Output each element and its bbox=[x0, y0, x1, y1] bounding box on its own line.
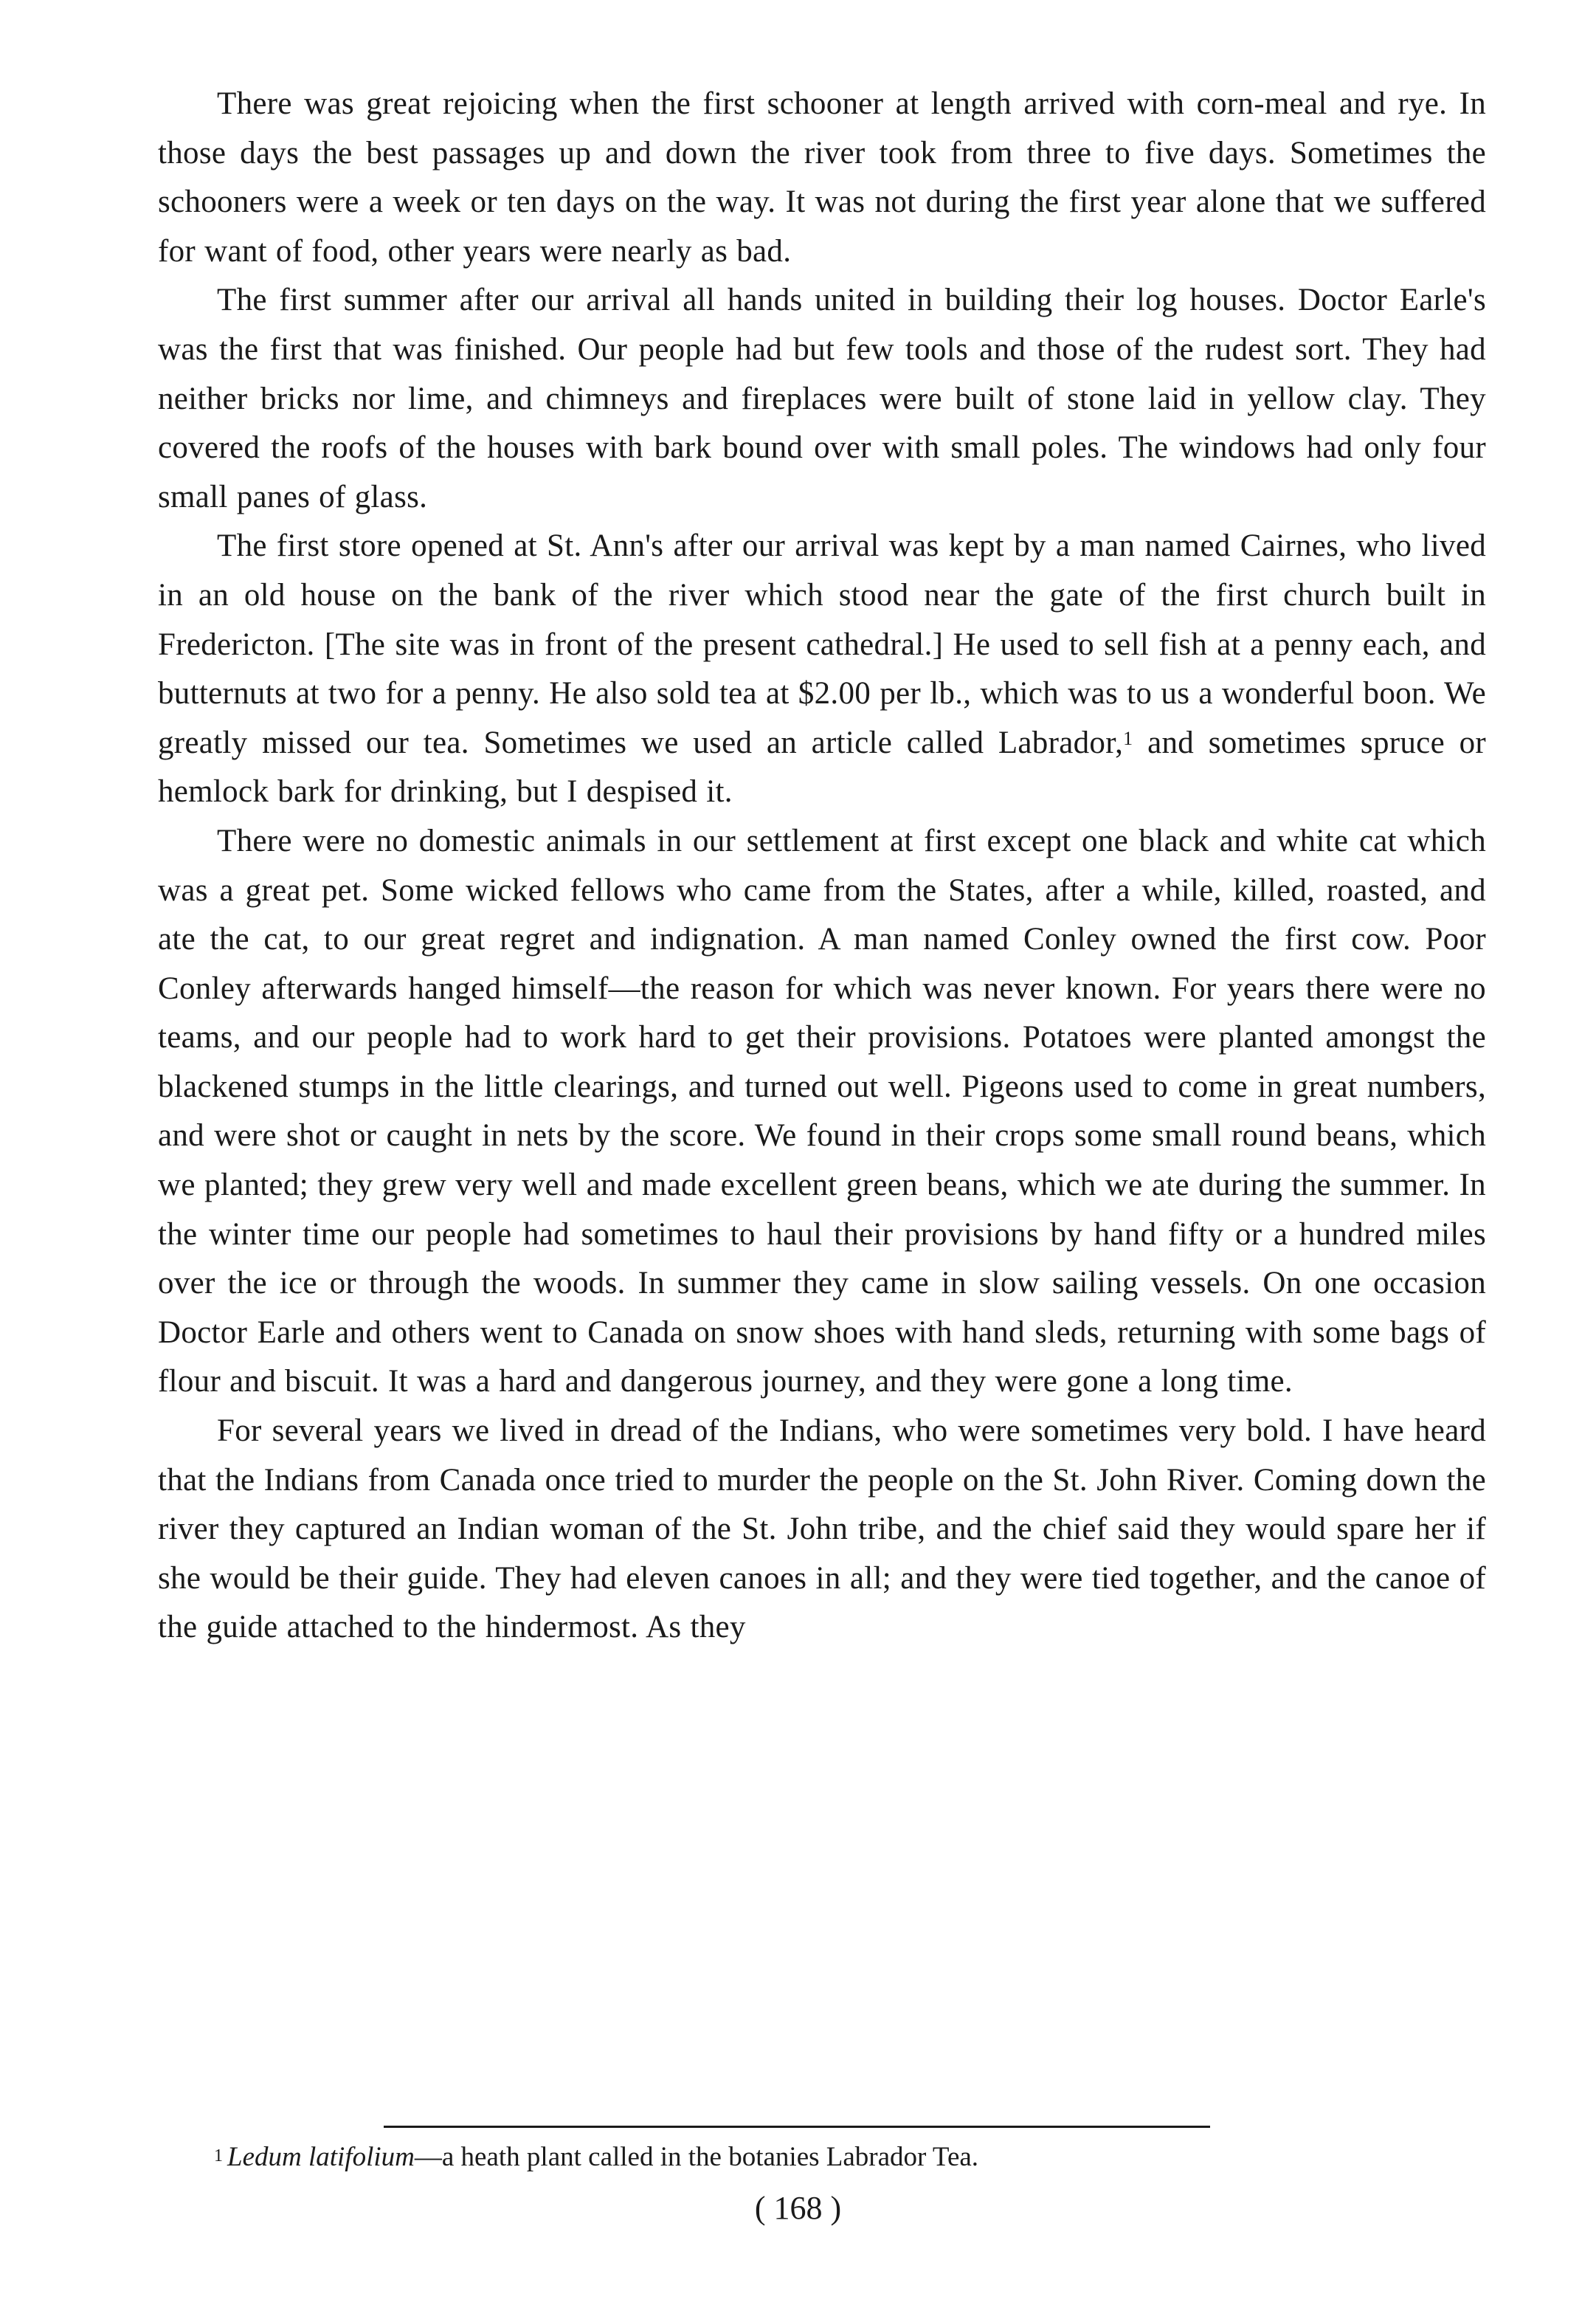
footnote-text: —a heath plant called in the botanies Labrador Tea. bbox=[414, 2142, 979, 2172]
page-body bbox=[158, 80, 1486, 1653]
body-text bbox=[158, 80, 1486, 1653]
footnote-term: Ledum latifolium bbox=[227, 2142, 415, 2172]
paragraph-first-store-continuation: and sometimes spruce or hemlock bark for drinking, but I despised it. bbox=[158, 725, 1486, 810]
paragraph-first-store-text: The first store opened at St. Ann's after our arrival was kept by a man named Cairnes, who lived in an old house on the bank of the river which stood near the gate of the first church built in Fredericton. [The site was in front of the present cathedral.] He used to sell fish at a penny each, and butternuts at two for a penny. He also sold tea at $2.00 per lb., which was to us a wonderful boon. We greatly missed our tea. Sometimes we used an article called Labrador, bbox=[158, 528, 1486, 760]
footnote-reference: 1 bbox=[1123, 727, 1133, 749]
paragraph-log-houses: The first summer after our arrival all hands united in building their log houses. Doctor Earle's was the first that was finished. Our people had but few tools and those of the rudest sort. They had neither bricks nor lime, and chimneys and fireplaces were built of stone laid in yellow clay. They covered the roofs of the houses with bark bound over with small poles. The windows had only four small panes of glass. bbox=[158, 283, 1486, 514]
paragraph-schooner: There was great rejoicing when the first schooner at length arrived with corn-meal and rye. In those days the best passages up and down the river took from three to five days. Sometimes the schooners were a week or ten days on the way. It was not during the first year alone that we suffered for want of food, other years were nearly as bad. bbox=[158, 86, 1486, 269]
footnote bbox=[214, 2139, 1483, 2176]
footnote-divider bbox=[384, 2126, 1210, 2128]
footnote-mark: 1 bbox=[214, 2146, 223, 2166]
page-number: ( 168 ) bbox=[754, 2190, 842, 2226]
paragraph-first-store bbox=[158, 522, 1486, 817]
paragraph-indians: For several years we lived in dread of the Indians, who were sometimes very bold. I have heard that the Indians from Canada once tried to murder the people on the St. John River. Coming down the river they captured an Indian woman of the St. John tribe, and the chief said they would spare her if she would be their guide. They had eleven canoes in all; and they were tied together, and the canoe of the guide attached to the hindermost. As they bbox=[158, 1413, 1486, 1645]
paragraph-domestic-animals: There were no domestic animals in our settlement at first except one black and white cat which was a great pet. Some wicked fellows who came from the States, after a while, killed, roasted, and ate the cat, to our great regret and indignation. A man named Conley owned the first cow. Poor Conley afterwards hanged himself—the reason for which was never known. For years there were no teams, and our people had to work hard to get their provisions. Potatoes were planted amongst the blackened stumps in the little clearings, and turned out well. Pigeons used to come in great numbers, and were shot or caught in nets by the score. We found in their crops some small round beans, which we planted; they grew very well and made excellent green beans, which we ate during the summer. In the winter time our people had sometimes to haul their provisions by hand fifty or a hundred miles over the ice or through the woods. In summer they came in slow sailing vessels. On one occasion Doctor Earle and others went to Canada on snow shoes with hand sleds, returning with some bags of flour and biscuit. It was a hard and dangerous journey, and they were gone a long time. bbox=[158, 823, 1486, 1399]
